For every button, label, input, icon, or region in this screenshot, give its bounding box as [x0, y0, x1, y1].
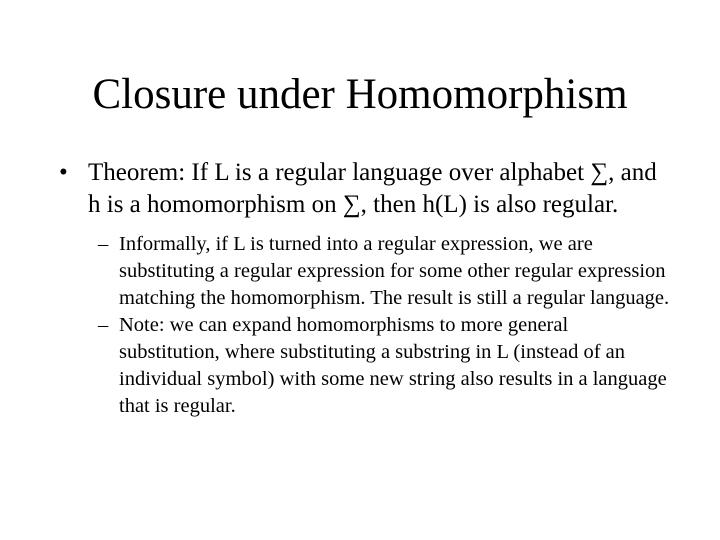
sub-bullet-note — [98, 312, 674, 420]
informally-text: Informally, if L is turned into a regular expression, we are substituting a regular expression for some other regular expression matching the homomorphism. The result is still a regular language. — [119, 233, 670, 309]
bullet-theorem — [54, 157, 674, 221]
bullet-marker: • — [59, 159, 68, 186]
note-text: Note: we can expand homomorphisms to more general substitution, where substituting a substring in L (instead of an individual symbol) with some new string also results in a language that is regular. — [119, 314, 667, 417]
dash-marker: – — [98, 233, 109, 255]
slide-title: Closure under Homomorphism — [92, 71, 628, 118]
sub-bullet-list — [54, 231, 674, 420]
theorem-text: Theorem: If L is a regular language over alphabet ∑, and h is a homomorphism on ∑, then h(L) is also regular. — [88, 159, 657, 218]
sub-bullet-informally — [98, 231, 674, 312]
dash-marker: – — [98, 314, 109, 336]
slide-body — [54, 157, 674, 420]
